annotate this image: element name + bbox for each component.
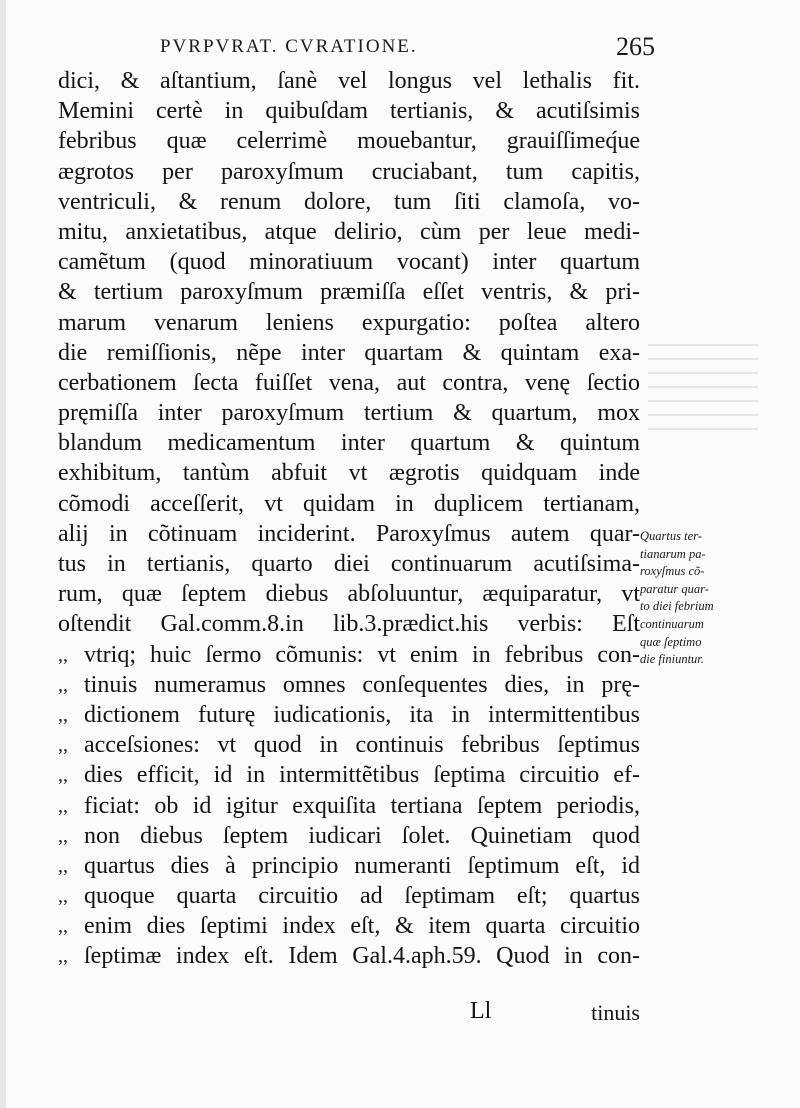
text-line: mitu, anxietatibus, atque delirio, cùm per leue medi-: [58, 218, 640, 245]
text-line: marum venarum leniens expurgatio: poſtea altero: [58, 309, 640, 336]
text-line: dici, & aſtantium, ſanè vel longus vel lethalis fit.: [58, 68, 640, 94]
text-line-content: enim dies ſeptimi index eſt, & item quarta circuitio: [84, 913, 640, 940]
text-line: [58, 640, 640, 670]
text-line: [58, 791, 640, 821]
text-line: alij in cõtinuam inciderint. Paroxyſmus autem quar-: [58, 520, 640, 547]
quotation-mark: ,,: [58, 915, 68, 938]
quotation-mark: ,,: [58, 794, 68, 817]
quotation-mark: ,,: [58, 764, 68, 787]
text-line: [58, 941, 640, 971]
text-line: ventriculi, & renum dolore, tum ſiti clamoſa, vo-: [58, 188, 640, 215]
text-line: tus in tertianis, quarto diei continuarum acutiſsima-: [58, 551, 640, 577]
marginal-note-line: tianarum pa-: [640, 546, 706, 561]
text-line: pręmiſſa inter paroxyſmum tertium & quartum, mox: [58, 400, 640, 427]
text-line: [58, 760, 640, 790]
text-line-content: ficiat: ob id igitur exquiſita tertiana ſeptem periodis,: [84, 792, 640, 819]
text-line: blandum medicamentum inter quartum & quintum: [58, 430, 640, 457]
text-line: febribus quæ celerrimè mouebantur, grauiſſimeq́ue: [58, 128, 640, 155]
text-line-content: dictionem futurę iudicationis, ita in intermittentibus: [84, 701, 640, 728]
marginal-note-line: quæ ſeptimo: [640, 634, 702, 649]
catchword: tinuis: [591, 1000, 640, 1025]
text-line: [58, 700, 640, 730]
text-line-content: quartus dies à principio numeranti ſeptimum eſt, id: [84, 852, 640, 879]
marginal-note-line: to diei febrium: [640, 599, 714, 614]
page-header: [150, 32, 655, 66]
text-line: cerbationem ſecta fuiſſet vena, aut contra, venę ſectio: [58, 369, 640, 396]
text-line: rum, quæ ſeptem diebus abſoluuntur, æquiparatur, vt: [58, 581, 640, 608]
text-line: [58, 851, 640, 881]
show-through-bleed: [648, 340, 758, 430]
quotation-mark: ,,: [58, 824, 68, 847]
text-line-content: tinuis numeramus omnes conſequentes dies, in prę-: [84, 671, 640, 698]
page-number: 265: [616, 32, 655, 61]
marginal-note-line: roxyſmus cõ-: [640, 564, 705, 579]
marginal-note-line: continuarum: [640, 616, 704, 631]
quotation-mark: ,,: [58, 703, 68, 726]
marginal-note-line: die finiuntur.: [640, 652, 704, 667]
quotation-mark: ,,: [58, 643, 68, 666]
marginal-note: [640, 528, 760, 669]
text-line: [58, 670, 640, 700]
text-line: die remiſſionis, nẽpe inter quartam & quintam exa-: [58, 339, 640, 366]
quotation-mark: ,,: [58, 734, 68, 757]
text-line: [58, 911, 640, 941]
marginal-note-line: paratur quar-: [640, 581, 709, 596]
text-line-content: ſeptimæ index eſt. Idem Gal.4.aph.59. Quod in con-: [84, 943, 640, 970]
main-text-block: [58, 66, 640, 972]
text-line: Memini certè in quibuſdam tertianis, & acutiſsimis: [58, 98, 640, 125]
page-edge-shadow: [0, 0, 6, 1108]
text-line: ægrotos per paroxyſmum cruciabant, tum capitis,: [58, 158, 640, 185]
marginal-note-line: Quartus ter-: [640, 529, 702, 543]
text-line: [58, 881, 640, 911]
text-line: [58, 730, 640, 760]
text-line-content: acceſsiones: vt quod in continuis febribus ſeptimus: [84, 732, 640, 759]
text-line-content: dies efficit, id in intermittẽtibus ſeptima circuitio ef-: [84, 762, 640, 789]
text-line-content: vtriq; huic ſermo cõmunis: vt enim in febribus con-: [84, 641, 640, 668]
signature-mark: Ll: [470, 998, 492, 1024]
page-footer: [470, 998, 640, 1028]
text-line-content: quoque quarta circuitio ad ſeptimam eſt; quartus: [84, 883, 640, 910]
text-line: oſtendit Gal.comm.8.in lib.3.prædict.his verbis: Eſt: [58, 611, 640, 638]
text-line: cõmodi acceſſerit, vt quidam in duplicem tertianam,: [58, 490, 640, 517]
quotation-mark: ,,: [58, 854, 68, 877]
text-line: camẽtum (quod minoratiuum vocant) inter quartum: [58, 249, 640, 276]
text-line: & tertium paroxyſmum præmiſſa eſſet ventris, & pri-: [58, 279, 640, 306]
text-line: [58, 821, 640, 851]
text-line-content: non diebus ſeptem iudicari ſolet. Quinetiam quod: [84, 822, 640, 849]
text-line: exhibitum, tantùm abfuit vt ægrotis quidquam inde: [58, 460, 640, 487]
quotation-mark: ,,: [58, 945, 68, 968]
quotation-mark: ,,: [58, 885, 68, 908]
running-title: PVRPVRAT. CVRATIONE.: [160, 36, 418, 57]
quotation-mark: ,,: [58, 673, 68, 696]
